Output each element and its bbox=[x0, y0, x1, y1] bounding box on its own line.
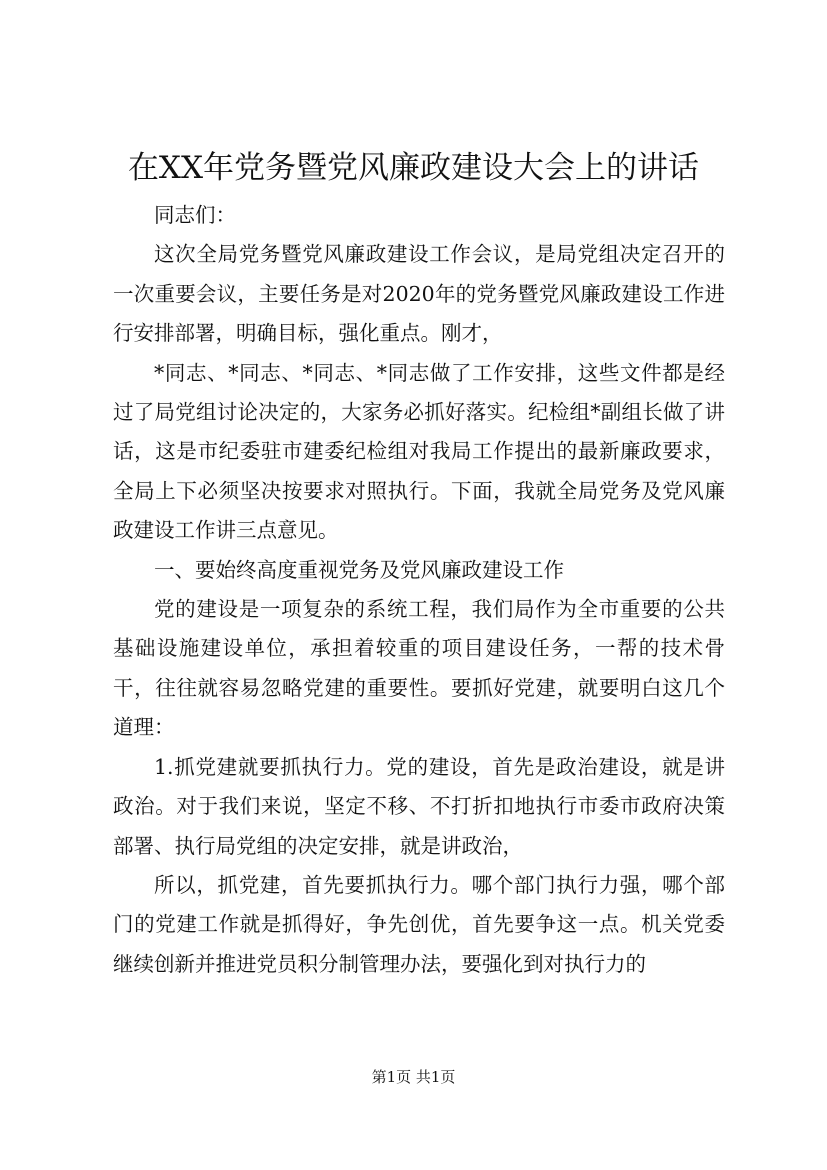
body-paragraph: *同志、*同志、*同志、*同志做了工作安排，这些文件都是经过了局党组讨论决定的，大家务必抓好落实。纪检组*副组长做了讲话，这是市纪委驻市建委纪检组对我局工作提出的最新廉政要求，全局上下必须坚决按要求对照执行。下面，我就全局党务及党风廉政建设工作讲三点意见。 bbox=[113, 360, 725, 543]
body-paragraph: 1.抓党建就要抓执行力。党的建设，首先是政治建设，就是讲政治。对于我们来说，坚定不移、不打折扣地执行市委市政府决策部署、执行局党组的决定安排，就是讲政治， bbox=[113, 754, 725, 858]
page-number-footer: 第1页 共1页 bbox=[371, 1068, 456, 1086]
body-paragraph: 这次全局党务暨党风廉政建设工作会议，是局党组决定召开的一次重要会议，主要任务是对2020年的党务暨党风廉政建设工作进行安排部署，明确目标，强化重点。刚才， bbox=[113, 242, 725, 346]
body-paragraph: 党的建设是一项复杂的系统工程，我们局作为全市重要的公共基础设施建设单位，承担着较重的项目建设任务，一帮的技术骨干，往往就容易忽略党建的重要性。要抓好党建，就要明白这几个道理： bbox=[113, 597, 725, 740]
document-body bbox=[113, 196, 725, 984]
salutation-paragraph: 同志们： bbox=[154, 203, 236, 227]
section-heading: 一、要始终高度重视党务及党风廉政建设工作 bbox=[154, 557, 564, 582]
document-title: 在XX年党务暨党风廉政建设大会上的讲话 bbox=[127, 150, 700, 186]
body-paragraph: 所以，抓党建，首先要抓执行力。哪个部门执行力强，哪个部门的党建工作就是抓得好，争先创优，首先要争这一点。机关党委继续创新并推进党员积分制管理办法，要强化到对执行力的 bbox=[113, 872, 725, 976]
